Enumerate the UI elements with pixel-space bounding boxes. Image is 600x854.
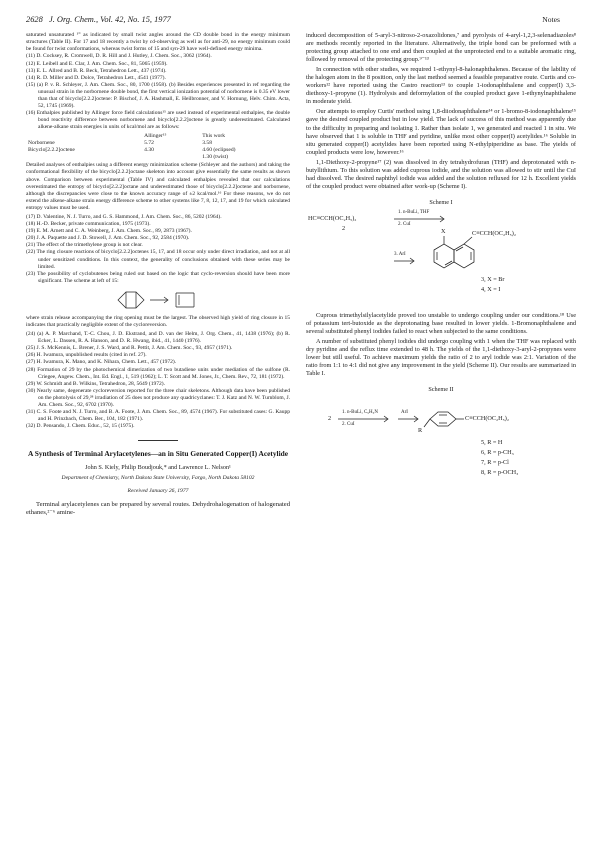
reference-entry: (11) D. Cocksey, R. Cromwell, D. R. Hill and J. Hutley, J. Chem. Soc., 3062 (1964). <box>26 53 212 60</box>
reference-entry: (22) The ring closure reactions of bicyclo[2.2.2]octenes 15, 17, and 18 occur only under direct irradiation, and not at all under sensitized conditions. In this context, the generality of conclusions obtained with these series may be limited. <box>26 249 290 270</box>
scheme-1-reagent-below: 2. CuI <box>398 221 411 227</box>
running-header: 2628 J. Org. Chem., Vol. 42, No. 15, 1977 <box>26 15 171 24</box>
reference-entry: (14) R. D. Miller and D. Dolce, Tetrahedron Lett., 4541 (1977). <box>26 74 166 81</box>
table-cell: Bicyclo[2.2.2]octene <box>28 146 75 153</box>
continued-paragraph: saturated unsaturated ¹° as indicated by small twist angles around the CD double bond in the energy minimum structures (Table II). For 17 and 18 recently a twist by cd-observing as well as for anti-29, no energy minimum could be found for twist conformations, whereas twist forms of 15 and syn-29 have well-defined energy minima. <box>26 32 290 53</box>
references-b <box>26 214 290 285</box>
scheme-2-compound-8: 8, R = p-OCH₃ <box>481 469 519 477</box>
scheme-2-reactant-number: 2 <box>328 415 332 423</box>
article-intro: Terminal arylacetylenes can be prepared by several routes. Dehydrohalogenation of halogenated ethanes,²⁻⁶ amine- <box>26 500 290 517</box>
left-column <box>26 32 290 847</box>
reference-entry: (29) W. Schmidt and B. Wilkins, Tetrahedron, 28, 5649 (1972). <box>26 380 165 387</box>
reference-entry: (25) J. S. McKennis, L. Brener, J. S. Ward, and R. Pettit, J. Am. Chem. Soc., 93, 4957 (1971). <box>26 345 233 352</box>
scheme-2-compound-5: 5, R = H <box>481 439 503 447</box>
reference-entry: (26) H. Iwamura, unpublished results (cited in ref. 27). <box>26 352 147 359</box>
table-cell: Norbornene <box>28 139 55 146</box>
reference-entry: (17) D. Valentine, N. J. Turro, and G. S. Hammond, J. Am. Chem. Soc., 86, 5202 (1964). <box>26 213 222 220</box>
scheme-1-reactant: HC≡CCH(OC₂H₅)₂ <box>308 214 357 222</box>
after-table-paragraph: Detailed analyses of enthalpies using a different energy minimization scheme (Schleyer and the authors) and taking the conformational flexibility of the bicyclo[2.2.2]octane skeleton into account give essentially the same results as shown above. Comparison between experimental (Table IV) and calculated enthalpies revealed that our calculations overestimated the entropy of bicyclo[2.2.2]octane and underestimated those of bicyclo[2.2.2]octene and norbornene, although the discrepancies were close to the known accuracy range of ±2 kcal/mol.¹⁶ For these reasons, we do not extend the alkene-alkane strain energy difference scheme to other systems like 7, 8, 12, 17, and 19 for which calculated entropy values must be used. <box>26 162 290 211</box>
table-cell: 5.72 <box>144 139 154 146</box>
reference-entry: (21) The effect of the trimethylene group is not clear. <box>26 242 143 249</box>
scheme-1-compound-4: 4, X = I <box>481 285 501 293</box>
section-name: Notes <box>542 15 560 24</box>
reference-entry: (16) Enthalpies published by Allinger force field calculations¹⁵ are used instead of experimental enthalpies, the double bond reactivity difference between norbornene and bicyclo[2.2.2]octene is greatly underestimated. Calculated alkene-alkane strain energies in units of kcal/mol are as follows: <box>26 110 290 131</box>
table-cell <box>26 154 142 161</box>
cyclobutene-scheme <box>26 285 290 315</box>
received-date: Received January 26, 1977 <box>127 487 189 494</box>
reference-entry: (15) (a) P. v. R. Schleyer, J. Am. Chem. Soc., 80, 1700 (1958). (b) Besides experiences presented in ref regarding the unusual strain in the norbornene double bond, the first vertical ionization potential of norbornene is 0.35 eV lower than that of bicyclo[2.2.2]octene: P. Bischof, J. A. Hashmall, E. Heilbronner, and V. Hornung, Helv. Chim. Acta, 52, 1745 (1969). <box>26 81 290 110</box>
reference-entry: (24) (a) A. P. Marchand, T.-C. Chou, J. D. Ekstrand, and D. van der Helm, J. Org. Chem., 41, 1438 (1976); (b) R. Ecker, L. Dassen, R. A. Hanson, and D. R. Hwang, ibid., 41, 1440 (1976). <box>26 331 290 345</box>
volume-issue: Vol. 42, No. 15, 1977 <box>100 15 171 24</box>
references-a <box>26 53 290 131</box>
scheme-2-drawing <box>306 393 576 493</box>
paragraph-5: Cuprous trimethylsilylacetylide proved too unstable to undergo coupling under our conditions.¹⁸ Use of potassium tert-butoxide as the deprotonating base resulted in lower yields. 1-Bromonaphthalene and several substituted phenyl iodides failed to react when subjected to the same conditions. <box>306 311 576 335</box>
scheme-1-reagent-above: 1. n-BuLi, THF <box>398 209 430 215</box>
scheme-1 <box>306 206 576 308</box>
paragraph-1: induced decomposition of 5-aryl-3-nitroso-2-oxazolidones,⁷ and pyrolysis of 4-aryl-1,2,3-selenadiazoles⁸ are methods recently reported in the literature. Alternatively, the triple bond can be preformed with a protecting group attached to one end and then coupled at the unprotected end to a suitable aromatic ring, followed by removal of the protecting group.⁹⁻¹³ <box>306 32 576 64</box>
table-header-cell <box>26 133 142 140</box>
table-cell: 1.30 (twist) <box>202 154 229 161</box>
reference-entry: (12) E. Leibell and E. Clar, J. Am. Chem. Soc., 81, 5065 (1959). <box>26 60 168 67</box>
paragraph-4: 1,1-Diethoxy-2-propyne¹⁷ (2) was dissolved in dry tetrahydrofuran (THF) and deprotonated with n-butyllithium. To this solution was added cuprous iodide, and the solution was allowed to stir until the CuI had dissolved. The desired naphthyl iodide was added and the solution refluxed for 12 h. Excellent yields of the coupled product were obtained after work-up (Scheme I). <box>306 158 576 190</box>
scheme-1-label: Scheme I <box>429 198 453 206</box>
table-row <box>26 154 290 161</box>
reference-entry: (27) H. Iwamura, K. Mano, and K. Nihara, Chem. Lett., 457 (1972). <box>26 359 177 366</box>
right-column <box>306 32 576 847</box>
journal-name: J. Org. Chem. <box>49 15 96 24</box>
scheme-1-reactant-number: 2 <box>342 224 346 232</box>
scheme-1-reagent-mid: 3. ArI <box>394 251 406 257</box>
section-divider <box>138 440 178 441</box>
paragraph-2: In connection with other studies, we required 1-ethynyl-8-halonaphthalenes. Because of the lability of the halogen atom in the 8 position, only the last method seemed a feasible preparative route. Curtis and co-workers¹² have reported using the Castro reaction¹³ to couple 1-iodonaphthalene and copper(I) 3,3-diethoxy-1-propyne (1). Hydrolysis and deformylation of the coupled product gave 1-ethynylnaphthalene in moderate yield. <box>306 66 576 106</box>
page-number: 2628 <box>26 15 43 24</box>
reference-entry: (23) The possibility of cyclobutenes being ruled out based on the logic that cyclo-reversion should have been more significant. The scheme at left of 15: <box>26 270 290 284</box>
author-affiliation: Department of Chemistry, North Dakota State University, Fargo, North Dakota 58102 <box>61 475 255 482</box>
table-cell: 3.58 <box>202 139 213 146</box>
scheme-2-reagent-below: 2. CuI <box>342 422 355 428</box>
paragraph-6: A number of substituted phenyl iodides did undergo coupling with 1 when the THF was replaced with dry pyridine and the reflux time extended to 48 h. The yields of the 1,1-diethoxy-3-aryl-2-propynes were lower but still useful. To achieve maximum yields the ratio of 2 to aryl iodide was 2:1. Variation of the ratio from 1:1 to 4:1 did not give any improvement in the yield (Scheme II). Our results are summarized in Table I. <box>306 338 576 378</box>
reference-entry: (20) J. A. Paquette and J. D. Stowell, J. Am. Chem. Soc., 92, 2584 (1970). <box>26 235 190 242</box>
table-header-cell: This work <box>202 132 226 139</box>
scheme-2-reagent-mid: ArI <box>401 410 408 416</box>
scheme-1-product-x: X <box>441 227 446 235</box>
scheme-2-reagent-above: 1. n-BuLi, C₅H₅N <box>342 410 378 416</box>
article-title: A Synthesis of Terminal Arylacetylenes—an in Situ Generated Copper(I) Acetylide <box>27 449 289 459</box>
reference-entry: (28) Formation of 29 by the photochemical dimerization of two butadiene units under mediation of the sulfone (R. Criegee, Angew. Chem., Int. Ed. Engl., 1, 519 (1962); L. T. Scott and M. Jones, Jr., Chem. Rev., 72, 181 (1972). <box>26 366 290 380</box>
table-cell: 4.30 <box>144 146 154 153</box>
strain-energy-table <box>26 133 290 162</box>
references-c <box>26 331 290 430</box>
reference-entry: (30) Nearly same, degenerate cycloreversion reported for the three chair skeletons. Although data have been published on the photolysis of 29,²⁸ irradiation of 25 does not produce any quadricyclanes: T. J. Katz and N. W. Turnblom, J. Am. Chem. Soc., 92, 6702 (1970). <box>26 387 290 409</box>
scheme-2 <box>306 393 576 493</box>
reference-entry: (18) H.-D. Becker, private communication, 1975 (1973). <box>26 221 151 228</box>
reference-entry: (19) E. M. Arnett and C. A. Weinberg, J. Am. Chem. Soc., 89, 2873 (1967). <box>26 228 192 235</box>
paragraph-3: Our attempts to employ Curtis' method using 1,8-diiodonaphthalene¹⁴ or 1-bromo-8-iodonaphthalene¹⁵ gave the desired coupled product but in low yield. The lack of success of this method was apparently due to the difficulty in preparing and isolating 1. Rather than isolate 1, we generated and reacted 1 in situ. We have observed that 1 is soluble in THF and pyridine, unlike most other copper(I) acetylides.¹⁶ Soluble in situ generated copper(I) acetylides have been reported using N-ethylpiperidine as base. The yields of coupled products were low, however.¹⁶ <box>306 108 576 156</box>
table-header-row <box>26 133 290 140</box>
article-authors: John S. Kiely, Philip Boudjouk,* and Lawrence L. Nelson¹ <box>85 464 231 472</box>
reference-entry: (13) E. L. Allred and B. R. Beck, Tetrahedron Lett., 437 (1974). <box>26 67 167 74</box>
scheme-2-product-r: R <box>418 427 423 435</box>
scheme-1-product-substituent: C≡CCH(OC₂H₅)₂ <box>472 229 516 237</box>
after-scheme-paragraph: where strain release accompanying the ring opening must be the largest. The observed high yield of ring closure in 15 indicates that practically negligible extent of the cycloreversion. <box>26 314 290 328</box>
table-cell: 4.60 (eclipsed) <box>202 146 236 153</box>
scheme-1-compound-3: 3, X = Br <box>481 275 505 283</box>
scheme-2-product-substituent: C≡CCH(OC₂H₅)₂ <box>465 415 509 423</box>
cyclobutene-structure-drawing <box>26 285 290 315</box>
scheme-2-compound-7: 7, R = p-Cl <box>481 459 509 467</box>
table-cell <box>142 154 200 161</box>
table-header-cell: Allinger¹⁵ <box>144 132 167 139</box>
table-row <box>26 140 290 147</box>
scheme-2-compound-6: 6, R = p-CH₃ <box>481 449 514 457</box>
table-row <box>26 147 290 154</box>
reference-entry: (32) D. Pensando, J. Chem. Educ., 52, 15 (1975). <box>26 423 135 430</box>
scheme-2-label: Scheme II <box>428 386 454 394</box>
reference-entry: (31) C. S. Foote and N. J. Turro, and B. A. Foote, J. Am. Chem. Soc., 89, 4574 (1967). For substituted cases: G. Kaupp and H. Prinzbach, Chem. Ber., 104, 182 (1971). <box>26 409 290 423</box>
